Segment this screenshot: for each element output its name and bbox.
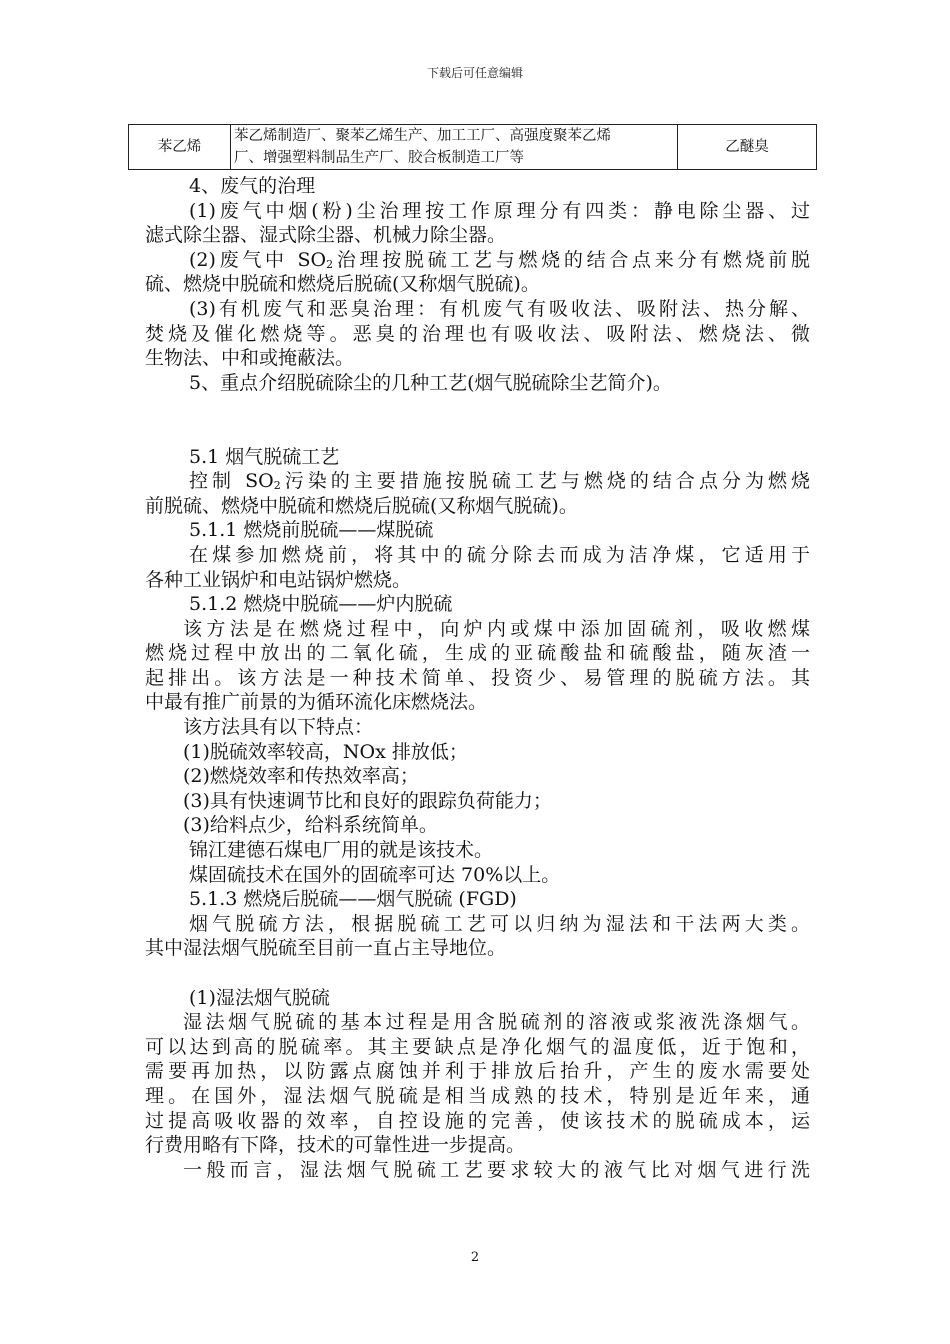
paragraph-line: 硫、燃烧中脱硫和燃烧后脱硫(又称烟气脱硫)。 <box>145 273 540 296</box>
paragraph-line: 行费用略有下降，技术的可靠性进一步提高。 <box>145 1134 526 1157</box>
paragraph-line: 各种工业锅炉和电站锅炉燃烧。 <box>145 568 412 591</box>
text-run: 治理按脱硫工艺与燃烧的结合点来分有燃烧前脱 <box>333 248 810 271</box>
blank-space <box>145 961 810 986</box>
subsection-heading: 5.1.2 燃烧中脱硫——炉内脱硫 <box>189 593 453 616</box>
paragraph-line: 起排出。该方法是一种技术简单、投资少、易管理的脱硫方法。其 <box>145 666 810 689</box>
subscript: 2 <box>326 257 334 271</box>
sources-line: 苯乙烯制造厂、聚苯乙烯生产、加工工厂、高强度聚苯乙烯 <box>234 128 611 144</box>
list-item: (2)燃烧效率和传热效率高； <box>183 765 419 788</box>
text-run: 污染的主要措施按脱硫工艺与燃烧的结合点分为燃烧 <box>280 470 810 493</box>
paragraph-line: 其中湿法烟气脱硫至目前一直占主导地位。 <box>145 937 507 960</box>
paragraph-line <box>145 469 810 494</box>
paragraph-line: 中最有推广前景的为循环流化床燃烧法。 <box>145 691 488 714</box>
list-item: (3)给料点少，给料系统简单。 <box>183 814 438 837</box>
document-body <box>145 174 810 1182</box>
sources-line: 厂、增强塑料制品生产厂、胶合板制造工厂等 <box>234 150 524 166</box>
paragraph-line: 在煤参加燃烧前，将其中的硫分除去而成为洁净煤，它适用于 <box>189 543 810 566</box>
paragraph-line: (1)废气中烟(粉)尘治理按工作原理分有四类：静电除尘器、过 <box>189 199 810 222</box>
subsection-heading: 5.1.3 燃烧后脱硫——烟气脱硫 (FGD) <box>189 888 517 911</box>
subscript: 2 <box>273 479 281 493</box>
subsection-heading: (1)湿法烟气脱硫 <box>189 986 330 1009</box>
paragraph-line <box>145 248 810 273</box>
list-item: (1)脱硫效率较高，NOx 排放低； <box>183 740 468 763</box>
paragraph-line: 前脱硫、燃烧中脱硫和燃烧后脱硫(又称烟气脱硫)。 <box>145 494 578 517</box>
section-heading: 4、废气的治理 <box>189 175 316 197</box>
text-run: 控制 SO <box>189 470 274 493</box>
paragraph-line: 需要再加热，以防露点腐蚀并利于排放后抬升，产生的废水需要处 <box>145 1060 810 1083</box>
pollutant-sources-cell <box>231 125 678 170</box>
paragraph-line: 该方法具有以下特点： <box>183 716 374 739</box>
page-header: 下载后可任意编辑 <box>426 66 523 80</box>
paragraph-line: 燃烧过程中放出的二氧化硫，生成的亚硫酸盐和硫酸盐，随灰渣一 <box>145 642 810 665</box>
paragraph-line: 锦江建德石煤电厂用的就是该技术。 <box>189 839 494 862</box>
page-number: 2 <box>470 1250 480 1265</box>
paragraph-line: 可以达到高的脱硫率。其主要缺点是净化烟气的温度低，近于饱和， <box>145 1035 810 1058</box>
table-row <box>129 125 817 170</box>
section-heading: 5、重点介绍脱硫除尘的几种工艺(烟气脱硫除尘艺简介)。 <box>189 371 672 394</box>
paragraph-line: 过提高吸收器的效率，自控设施的完善，使该技术的脱硫成本，运 <box>145 1109 810 1132</box>
paragraph-line: 该方法是在燃烧过程中，向炉内或煤中添加固硫剂，吸收燃煤 <box>183 617 810 640</box>
paragraph-line: 生物法、中和或掩蔽法。 <box>145 347 355 370</box>
pollutant-table <box>128 124 817 170</box>
paragraph-line: 煤固硫技术在国外的固硫率可达 70%以上。 <box>189 863 561 886</box>
odor-cell: 乙醚臭 <box>678 125 817 170</box>
paragraph-line: 一般而言，湿法烟气脱硫工艺要求较大的液气比对烟气进行洗 <box>183 1158 810 1181</box>
paragraph-line: 理。在国外，湿法烟气脱硫是相当成熟的技术，特别是近年来，通 <box>145 1084 810 1107</box>
text-run: (2)废气中 SO <box>189 248 327 271</box>
subsection-heading: 5.1 烟气脱硫工艺 <box>189 445 340 468</box>
paragraph-line: 滤式除尘器、湿式除尘器、机械力除尘器。 <box>145 224 507 247</box>
paragraph-line: 焚烧及催化燃烧等。恶臭的治理也有吸收法、吸附法、燃烧法、微 <box>145 322 810 345</box>
pollutant-name-cell: 苯乙烯 <box>129 125 231 170</box>
paragraph-line: 烟气脱硫方法，根据脱硫工艺可以归纳为湿法和干法两大类。 <box>189 912 810 935</box>
paragraph-line: (3)有机废气和恶臭治理：有机废气有吸收法、吸附法、热分解、 <box>189 297 810 320</box>
blank-space <box>145 395 810 444</box>
subsection-heading: 5.1.1 燃烧前脱硫——煤脱硫 <box>189 519 434 542</box>
list-item: (3)具有快速调节比和良好的跟踪负荷能力； <box>183 789 552 812</box>
paragraph-line: 湿法烟气脱硫的基本过程是用含脱硫剂的溶液或浆液洗涤烟气。 <box>183 1011 810 1034</box>
